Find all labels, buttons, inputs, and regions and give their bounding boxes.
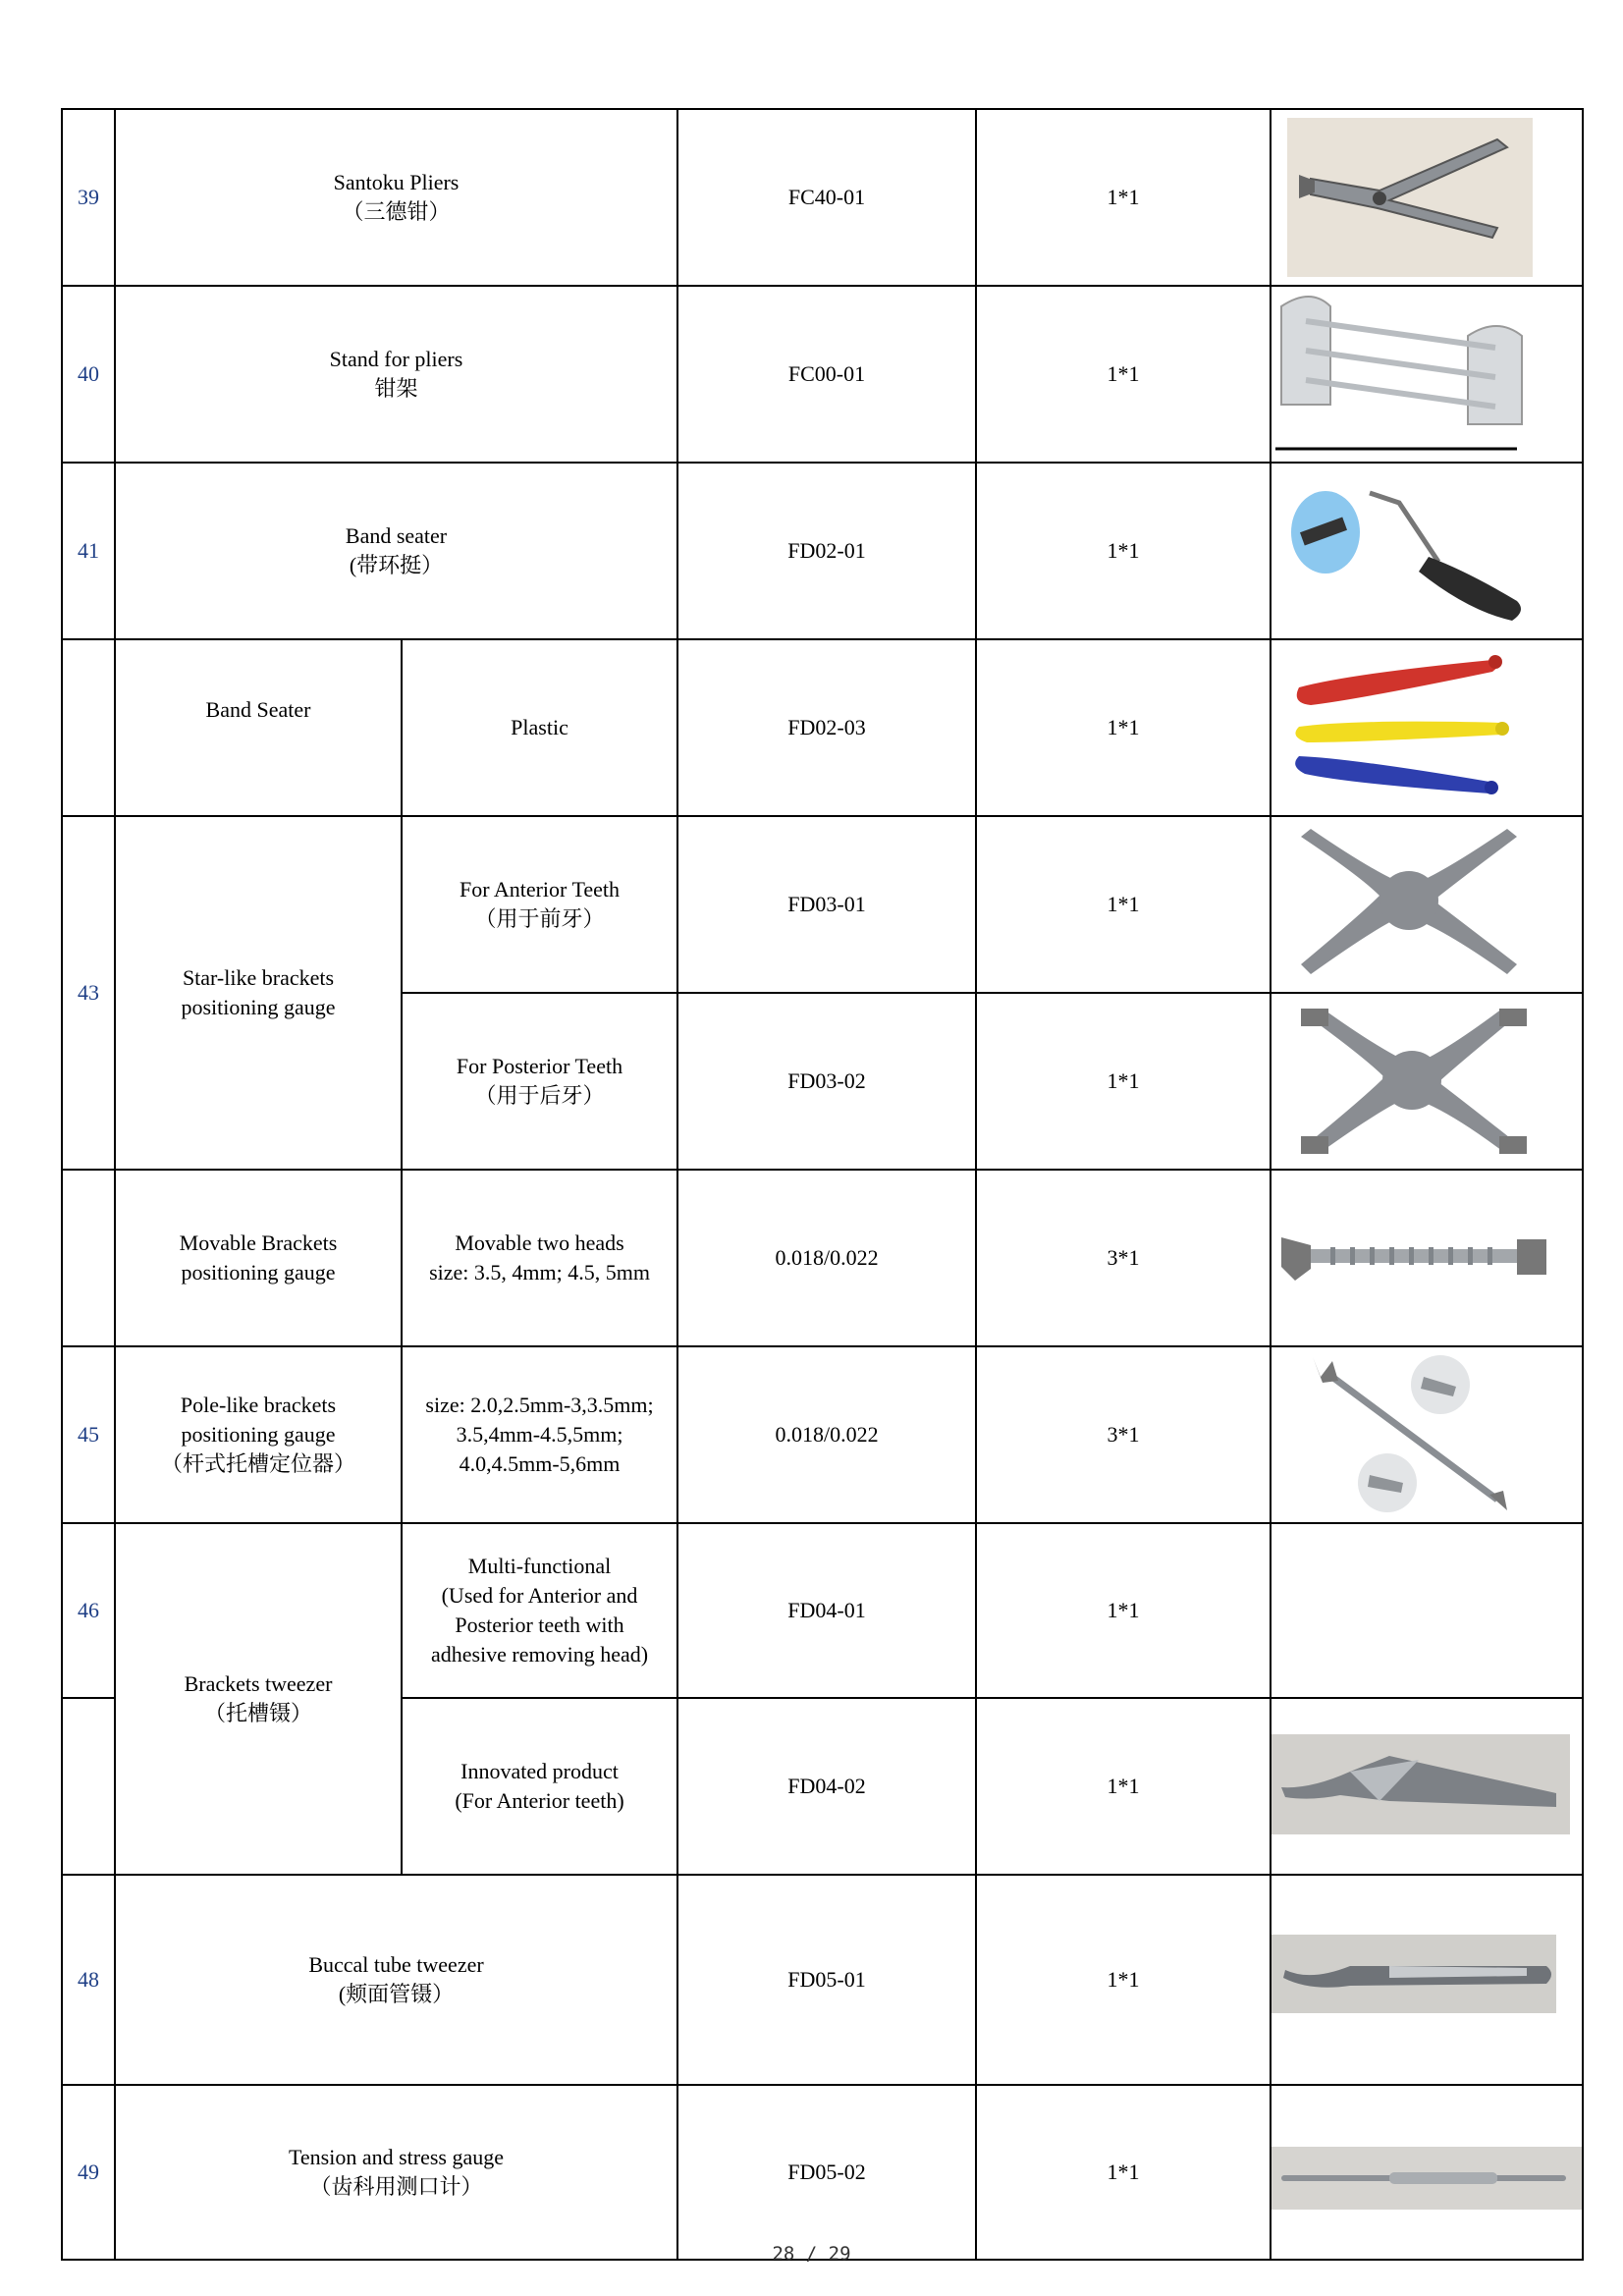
product-quantity: 1*1 xyxy=(976,1875,1271,2085)
movable-gauge-photo xyxy=(1271,1170,1583,1346)
item-number xyxy=(62,1170,115,1346)
product-quantity: 1*1 xyxy=(976,993,1271,1170)
product-name: Tension and stress gauge xyxy=(288,2145,505,2169)
table-row xyxy=(62,463,1583,639)
product-code: FC00-01 xyxy=(677,286,976,463)
table-row xyxy=(62,109,1583,286)
product-name-cell xyxy=(115,463,677,639)
product-spec-line2: (For Anterior teeth) xyxy=(455,1788,624,1813)
table-row xyxy=(62,639,1583,816)
product-quantity: 1*1 xyxy=(976,1523,1271,1698)
product-code: FD04-01 xyxy=(677,1523,976,1698)
product-quantity: 1*1 xyxy=(976,816,1271,993)
table-row xyxy=(62,1523,1583,1698)
product-spec: Movable two heads xyxy=(455,1230,624,1255)
product-name-cn: (颊面管镊） xyxy=(338,1982,455,2006)
item-number: 40 xyxy=(62,286,115,463)
bracket-tweezer-photo xyxy=(1271,1698,1583,1875)
product-spec-cn: （用于前牙） xyxy=(474,906,605,931)
page-number: 28 / 29 xyxy=(772,2243,851,2265)
product-spec-cell xyxy=(402,1170,677,1346)
table-row xyxy=(62,2085,1583,2260)
product-code: FD03-02 xyxy=(677,993,976,1170)
product-quantity: 1*1 xyxy=(976,639,1271,816)
product-spec-cn: （用于后牙） xyxy=(474,1083,605,1108)
product-quantity: 1*1 xyxy=(976,463,1271,639)
table-row xyxy=(62,816,1583,993)
product-name: Stand for pliers xyxy=(329,347,463,371)
item-number: 43 xyxy=(62,816,115,1170)
product-quantity: 3*1 xyxy=(976,1346,1271,1523)
empty-image-cell xyxy=(1271,1523,1583,1698)
item-number xyxy=(62,639,115,816)
product-name: Band Seater xyxy=(205,697,311,722)
product-name-line2: positioning gauge xyxy=(181,1260,336,1285)
product-code: FC40-01 xyxy=(677,109,976,286)
product-name-cell xyxy=(115,1170,402,1346)
table-row xyxy=(62,1875,1583,2085)
buccal-tube-tweezer-photo xyxy=(1271,1875,1583,2085)
star-gauge-posterior-photo xyxy=(1271,993,1583,1170)
product-spec-line3: 4.0,4.5mm-5,6mm xyxy=(459,1451,621,1476)
product-code: 0.018/0.022 xyxy=(677,1170,976,1346)
product-name-cell xyxy=(115,816,402,1170)
star-gauge-anterior-photo xyxy=(1271,816,1583,993)
product-quantity: 1*1 xyxy=(976,2085,1271,2260)
product-spec-line2: (Used for Anterior and xyxy=(441,1583,638,1608)
product-code: FD03-01 xyxy=(677,816,976,993)
product-code: FD02-01 xyxy=(677,463,976,639)
santoku-pliers-photo xyxy=(1271,109,1583,286)
product-spec: Multi-functional xyxy=(467,1554,612,1578)
product-spec: For Anterior Teeth xyxy=(459,877,621,902)
product-name-cell xyxy=(115,1523,402,1875)
item-number: 39 xyxy=(62,109,115,286)
product-name-cell xyxy=(115,286,677,463)
item-number: 41 xyxy=(62,463,115,639)
product-spec: For Posterior Teeth xyxy=(456,1054,623,1078)
product-spec: Plastic xyxy=(402,639,677,816)
product-quantity: 1*1 xyxy=(976,1698,1271,1875)
item-number xyxy=(62,1698,115,1875)
product-quantity: 1*1 xyxy=(976,286,1271,463)
product-quantity: 3*1 xyxy=(976,1170,1271,1346)
item-number: 45 xyxy=(62,1346,115,1523)
product-name-cell xyxy=(115,2085,677,2260)
product-spec: Innovated product xyxy=(460,1759,619,1783)
product-name-line2: positioning gauge xyxy=(181,995,336,1019)
product-name-cell xyxy=(115,109,677,286)
plastic-band-seaters-photo xyxy=(1271,639,1583,816)
product-name: Pole-like brackets xyxy=(180,1393,337,1417)
product-code: FD05-02 xyxy=(677,2085,976,2260)
product-table-sheet xyxy=(61,108,1582,2238)
product-name: Brackets tweezer xyxy=(184,1671,333,1696)
product-name-cell xyxy=(115,1346,402,1523)
product-code: FD05-01 xyxy=(677,1875,976,2085)
product-spec: size: 2.0,2.5mm-3,3.5mm; xyxy=(425,1393,654,1417)
tension-gauge-photo xyxy=(1271,2085,1583,2260)
product-name-cn: （杆式托槽定位器） xyxy=(160,1451,355,1476)
table-row xyxy=(62,1346,1583,1523)
product-name-cell xyxy=(115,639,402,816)
pole-gauge-photo xyxy=(1271,1346,1583,1523)
product-spec-line3: Posterior teeth with xyxy=(455,1613,624,1637)
product-name-cn: (带环挺） xyxy=(349,553,444,577)
band-seater-photo xyxy=(1271,463,1583,639)
product-spec-line4: adhesive removing head) xyxy=(430,1642,649,1667)
product-quantity: 1*1 xyxy=(976,109,1271,286)
product-spec-line2: size: 3.5, 4mm; 4.5, 5mm xyxy=(429,1260,650,1285)
product-name-line2: positioning gauge xyxy=(181,1422,336,1447)
item-number: 49 xyxy=(62,2085,115,2260)
product-name-cn: （齿科用测口计） xyxy=(309,2174,483,2199)
plier-stand-photo xyxy=(1271,286,1583,463)
item-number: 46 xyxy=(62,1523,115,1698)
product-code: 0.018/0.022 xyxy=(677,1346,976,1523)
product-name: Buccal tube tweezer xyxy=(308,1952,484,1977)
item-number: 48 xyxy=(62,1875,115,2085)
product-name: Band seater xyxy=(345,523,448,548)
product-name: Santoku Pliers xyxy=(333,170,460,194)
product-name: Star-like brackets xyxy=(182,965,335,990)
product-name: Movable Brackets xyxy=(179,1230,338,1255)
product-spec-line2: 3.5,4mm-4.5,5mm; xyxy=(456,1422,623,1447)
product-spec-cell xyxy=(402,1698,677,1875)
product-code: FD04-02 xyxy=(677,1698,976,1875)
table-row xyxy=(62,286,1583,463)
product-name-cn: （三德钳） xyxy=(342,199,451,224)
product-table xyxy=(61,108,1584,2261)
product-code: FD02-03 xyxy=(677,639,976,816)
product-name-cn: 钳架 xyxy=(374,376,418,401)
product-name-cell xyxy=(115,1875,677,2085)
product-spec-cell xyxy=(402,993,677,1170)
product-spec-cell xyxy=(402,816,677,993)
product-spec-cell xyxy=(402,1346,677,1523)
table-row xyxy=(62,1170,1583,1346)
product-spec-cell xyxy=(402,1523,677,1698)
product-name-cn: （托槽镊） xyxy=(203,1701,312,1725)
